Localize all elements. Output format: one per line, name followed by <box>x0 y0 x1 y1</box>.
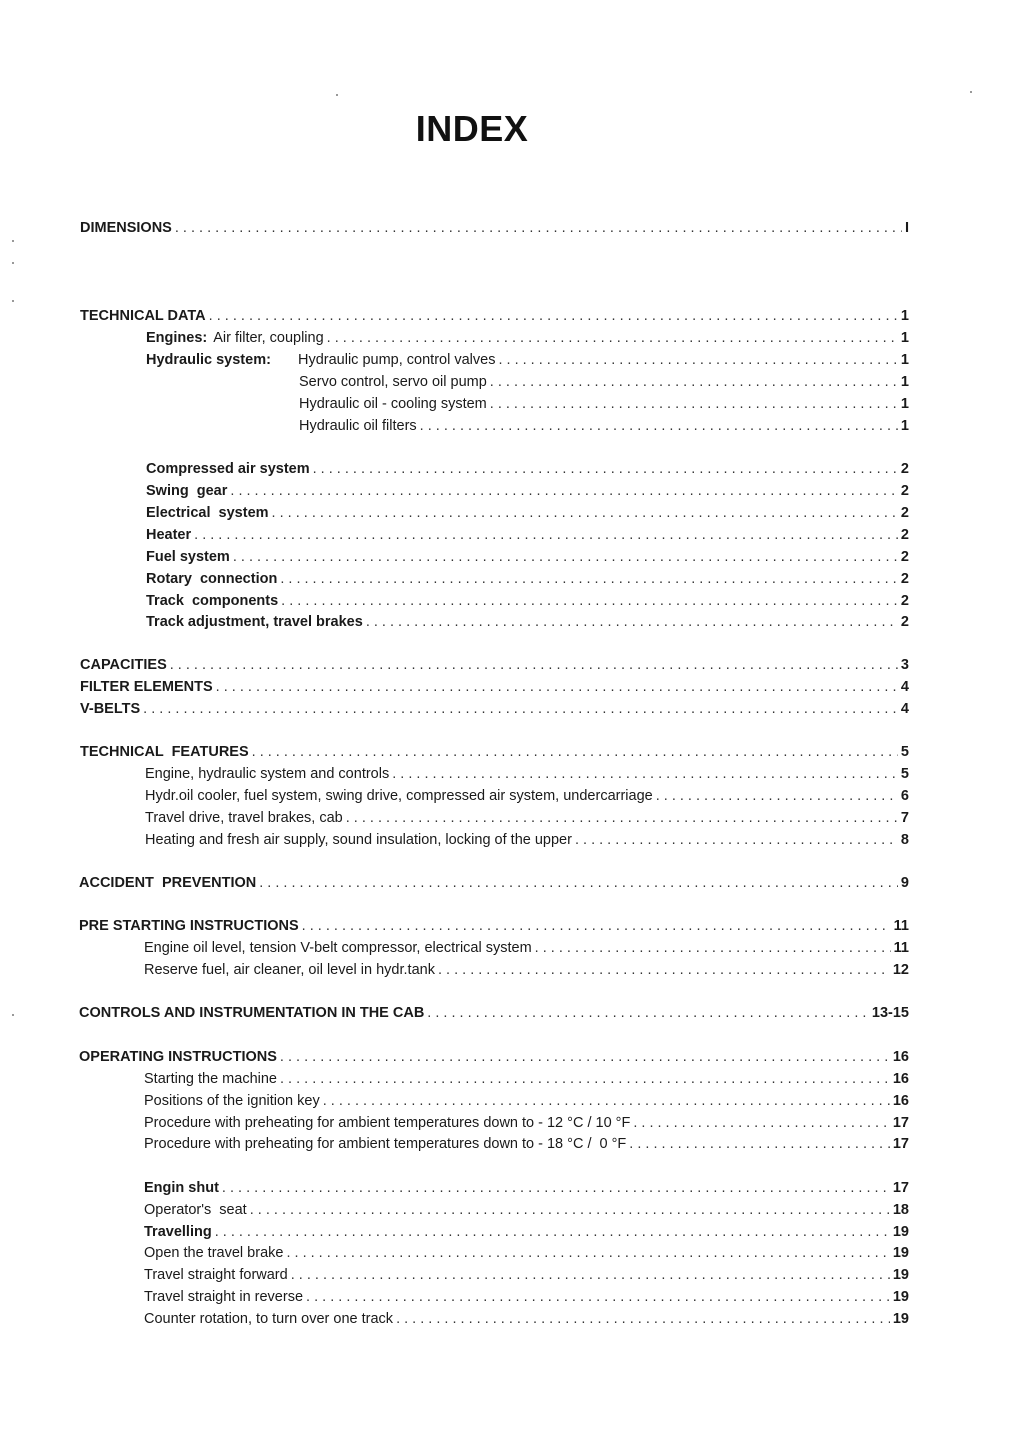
dot-leader <box>216 676 898 698</box>
toc-entry-label: Travelling <box>144 1224 212 1240</box>
toc-entry-label: Swing gear <box>146 483 228 499</box>
toc-entry-page: 17 <box>892 1180 909 1196</box>
toc-entry-page: 2 <box>900 614 909 630</box>
toc-entry-page: 16 <box>892 1049 909 1065</box>
toc-entry-page: 19 <box>892 1224 909 1240</box>
scan-speck <box>336 94 338 96</box>
toc-entry-page: 18 <box>892 1202 909 1218</box>
toc-entry-label: OPERATING INSTRUCTIONS <box>79 1049 277 1065</box>
dot-leader <box>280 1046 890 1068</box>
toc-entry-page: 17 <box>892 1136 909 1152</box>
toc-entry-label: FILTER ELEMENTS <box>80 679 213 695</box>
toc-entry-label: Travel straight in reverse <box>144 1289 304 1305</box>
dot-leader <box>392 763 898 785</box>
toc-entry-label: Engine, hydraulic system and controls <box>145 766 390 782</box>
toc-entry-label: Procedure with preheating for ambient temperatures down to - 18 °C / 0 °F <box>144 1136 627 1152</box>
toc-entry-straight-forward <box>144 1264 909 1286</box>
toc-entry-page: 12 <box>892 962 909 978</box>
toc-entry-page: 6 <box>900 788 909 804</box>
dot-leader <box>346 807 898 829</box>
toc-entry-page: 3 <box>900 657 909 673</box>
toc-entry-operators-seat <box>144 1199 909 1221</box>
toc-entry-label: Servo control, servo oil pump <box>299 374 487 390</box>
toc-entry-pre-starting <box>79 915 909 937</box>
toc-entry-op-preheat-12 <box>144 1112 909 1134</box>
toc-entry-controls <box>79 1002 909 1024</box>
toc-entry-prefix: Hydraulic system: <box>146 352 271 368</box>
toc-entry-swing-gear <box>146 480 909 502</box>
toc-entry-page: 19 <box>892 1267 909 1283</box>
toc-entry-label: Operator's seat <box>144 1202 247 1218</box>
toc-entry-page: 2 <box>900 527 909 543</box>
toc-entry-label: Track components <box>146 593 279 609</box>
toc-entry-technical-features <box>80 741 909 763</box>
toc-entry-compressed-air <box>146 458 909 480</box>
toc-entry-label: TECHNICAL DATA <box>80 308 206 324</box>
dot-leader <box>280 1068 890 1090</box>
scan-speck <box>12 1014 14 1016</box>
toc-entry-label: Procedure with preheating for ambient temperatures down to - 12 °C / 10 °F <box>144 1115 631 1131</box>
toc-entry-page: 1 <box>900 352 909 368</box>
toc-entry-page: 1 <box>900 308 909 324</box>
toc-entry-label: Open the travel brake <box>144 1245 284 1261</box>
dot-leader <box>233 546 898 568</box>
dot-leader <box>629 1133 890 1155</box>
dot-leader <box>490 393 898 415</box>
toc-entry-prefix: Engines: <box>146 330 208 346</box>
dot-leader <box>313 458 898 480</box>
toc-entry-page: 2 <box>900 593 909 609</box>
toc-entry-page: 1 <box>900 418 909 434</box>
toc-entry-op-preheat-18 <box>144 1133 909 1155</box>
dot-leader <box>306 1286 890 1308</box>
toc-entry-page: 1 <box>900 396 909 412</box>
toc-entry-page: 4 <box>900 701 909 717</box>
toc-entry-label: DIMENSIONS <box>80 220 172 236</box>
toc-entry-label: Hydr.oil cooler, fuel system, swing drive, compressed air system, undercarriage <box>145 788 653 804</box>
page-title: INDEX <box>415 108 529 149</box>
toc-entry-hydraulic-system <box>146 349 909 371</box>
dot-leader <box>327 327 898 349</box>
toc-entry-open-brake <box>144 1242 909 1264</box>
dot-leader <box>230 480 898 502</box>
scan-speck <box>970 91 972 93</box>
toc-entry-label: Rotary connection <box>146 571 278 587</box>
toc-entry-label: ACCIDENT PREVENTION <box>79 875 257 891</box>
toc-entry-page: 2 <box>900 505 909 521</box>
toc-entry-counter-rotation <box>144 1308 909 1330</box>
toc-entry-page: 5 <box>900 744 909 760</box>
toc-entry-page: 2 <box>900 483 909 499</box>
toc-entry-page: 1 <box>900 374 909 390</box>
toc-entry-op-starting <box>144 1068 909 1090</box>
toc-entry-engin-shut <box>144 1177 909 1199</box>
dot-leader <box>291 1264 890 1286</box>
toc-entry-label: Hydraulic oil - cooling system <box>299 396 487 412</box>
toc-entry-label: CONTROLS AND INSTRUMENTATION IN THE CAB <box>79 1005 425 1021</box>
toc-entry-op-ignition <box>144 1090 909 1112</box>
dot-leader <box>194 524 898 546</box>
toc-entry-operating <box>79 1046 909 1068</box>
toc-entry-page: 9 <box>900 875 909 891</box>
toc-entry-rotary <box>146 568 909 590</box>
toc-entry-page: 19 <box>892 1245 909 1261</box>
dot-leader <box>427 1002 869 1024</box>
toc-entry-page: 4 <box>900 679 909 695</box>
dot-leader <box>209 305 898 327</box>
toc-entry-heater <box>146 524 909 546</box>
dot-leader <box>143 698 898 720</box>
toc-entry-label: Hydraulic pump, control valves <box>298 352 496 368</box>
dot-leader <box>170 654 898 676</box>
dot-leader <box>250 1199 890 1221</box>
dot-leader <box>286 1242 889 1264</box>
dot-leader <box>420 415 898 437</box>
toc-entry-page: 11 <box>893 940 909 956</box>
toc-entry-ps-reserve <box>144 959 909 981</box>
toc-entry-page: 7 <box>900 810 909 826</box>
toc-entry-page: 2 <box>900 571 909 587</box>
toc-entry-label: Air filter, coupling <box>213 330 324 346</box>
dot-leader <box>656 785 898 807</box>
dot-leader <box>535 937 891 959</box>
toc-entry-tf-heating <box>145 829 909 851</box>
toc-entry-capacities <box>80 654 909 676</box>
dot-leader <box>633 1112 890 1134</box>
toc-entry-page: I <box>904 220 909 236</box>
toc-entry-label: PRE STARTING INSTRUCTIONS <box>79 918 299 934</box>
toc-entry-label: Track adjustment, travel brakes <box>146 614 363 630</box>
toc-entry-label: Electrical system <box>146 505 269 521</box>
toc-entry-label: Starting the machine <box>144 1071 277 1087</box>
toc-entry-electrical <box>146 502 909 524</box>
toc-entry-accident-prevention <box>79 872 909 894</box>
toc-entry-label: Hydraulic oil filters <box>299 418 417 434</box>
toc-entry-page: 19 <box>892 1311 909 1327</box>
toc-entry-track-adjustment <box>146 611 909 633</box>
toc-entry-technical-data <box>80 305 909 327</box>
toc-entry-label: Counter rotation, to turn over one track <box>144 1311 394 1327</box>
dot-leader <box>396 1308 890 1330</box>
toc-entry-straight-reverse <box>144 1286 909 1308</box>
toc-entry-page: 8 <box>900 832 909 848</box>
toc-entry-ps-engine-oil <box>144 937 909 959</box>
toc-entry-tf-travel <box>145 807 909 829</box>
toc-entry-label: Reserve fuel, air cleaner, oil level in hydr.tank <box>144 962 435 978</box>
scan-speck <box>12 300 14 302</box>
toc-entry-tf-engine <box>145 763 909 785</box>
dot-leader <box>259 872 898 894</box>
dot-leader <box>281 590 898 612</box>
dot-leader <box>222 1177 890 1199</box>
toc-entry-page: 11 <box>893 918 909 934</box>
dot-leader <box>323 1090 890 1112</box>
toc-entry-label: V-BELTS <box>80 701 141 717</box>
toc-entry-label: Heating and fresh air supply, sound insulation, locking of the upper <box>145 832 572 848</box>
scan-speck <box>12 240 14 242</box>
toc-entry-page: 5 <box>900 766 909 782</box>
dot-leader <box>438 959 890 981</box>
toc-entry-tf-hydr-oil <box>145 785 909 807</box>
toc-entry-travelling <box>144 1221 909 1243</box>
toc-entry-page: 16 <box>892 1071 909 1087</box>
toc-entry-hyd-oil-cooling <box>299 393 909 415</box>
toc-entry-filter-elements <box>80 676 909 698</box>
toc-entry-label: Travel drive, travel brakes, cab <box>145 810 343 826</box>
dot-leader <box>490 371 898 393</box>
toc-entry-label: CAPACITIES <box>80 657 167 673</box>
dot-leader <box>272 502 898 524</box>
toc-entry-page: 13-15 <box>871 1005 909 1021</box>
toc-entry-fuel <box>146 546 909 568</box>
toc-entry-engines <box>146 327 909 349</box>
dot-leader <box>252 741 898 763</box>
toc-entry-label: Heater <box>146 527 192 543</box>
toc-entry-page: 16 <box>892 1093 909 1109</box>
toc-entry-page: 2 <box>900 461 909 477</box>
toc-entry-label: Positions of the ignition key <box>144 1093 320 1109</box>
dot-leader <box>215 1221 890 1243</box>
toc-entry-label: Engine oil level, tension V-belt compressor, electrical system <box>144 940 532 956</box>
dot-leader <box>280 568 898 590</box>
toc-entry-page: 19 <box>892 1289 909 1305</box>
toc-entry-hyd-oil-filters <box>299 415 909 437</box>
dot-leader <box>575 829 898 851</box>
toc-entry-dimensions <box>80 217 909 239</box>
toc-entry-page: 1 <box>900 330 909 346</box>
toc-entry-label: Travel straight forward <box>144 1267 288 1283</box>
toc-entry-label: Fuel system <box>146 549 230 565</box>
toc-entry-label: TECHNICAL FEATURES <box>80 744 249 760</box>
toc-entry-servo <box>299 371 909 393</box>
toc-entry-label: Engin shut <box>144 1180 219 1196</box>
dot-leader <box>175 217 902 239</box>
dot-leader <box>498 349 897 371</box>
dot-leader <box>366 611 898 633</box>
toc-entry-page: 17 <box>892 1115 909 1131</box>
toc-entry-page: 2 <box>900 549 909 565</box>
dot-leader <box>302 915 891 937</box>
toc-entry-v-belts <box>80 698 909 720</box>
toc-entry-track-components <box>146 590 909 612</box>
scan-speck <box>12 262 14 264</box>
toc-entry-label: Compressed air system <box>146 461 310 477</box>
